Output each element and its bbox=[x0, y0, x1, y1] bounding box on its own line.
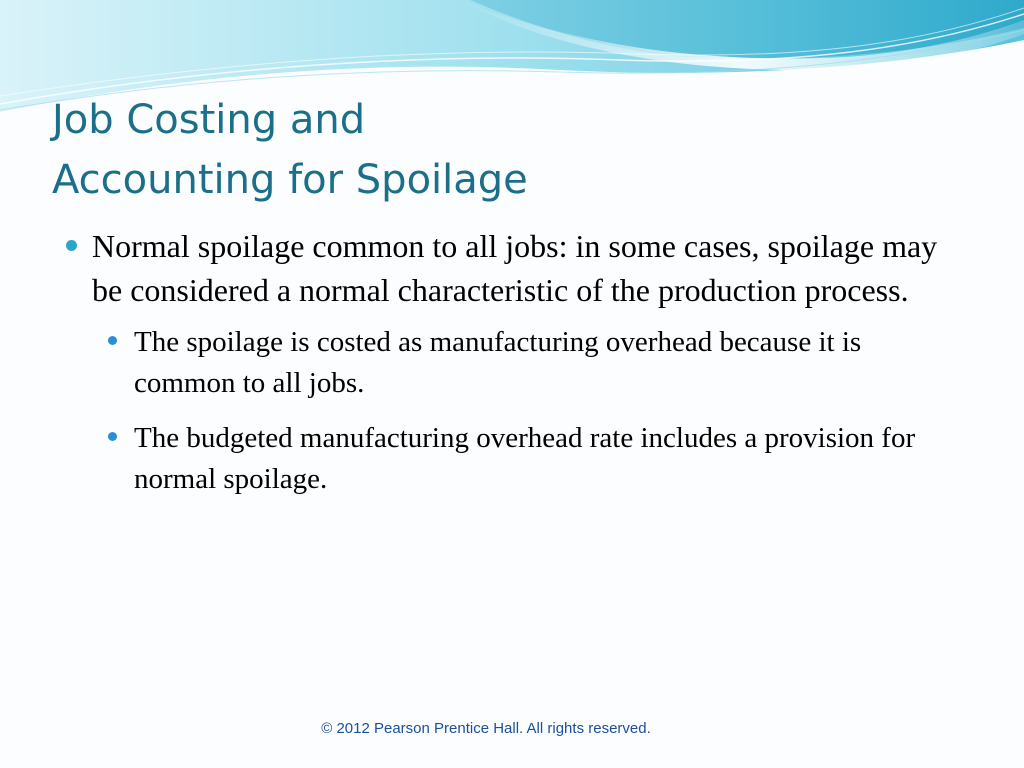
sub-bullet-dot-icon bbox=[108, 432, 117, 441]
sub-bullet-text: The spoilage is costed as manufacturing overhead because it is common to all jobs. bbox=[134, 326, 862, 399]
sub-bullet-text: The budgeted manufacturing overhead rate includes a provision for normal spoilage. bbox=[134, 422, 916, 495]
bullet-text: Normal spoilage common to all jobs: in some cases, spoilage may be considered a normal characteristic of the production process. bbox=[92, 228, 938, 308]
slide-title bbox=[52, 90, 952, 210]
sub-bullet-item bbox=[134, 418, 954, 500]
sub-bullet-item bbox=[134, 322, 954, 404]
bullet-dot-icon bbox=[66, 240, 77, 251]
slide-title-line-2: Accounting for Spoilage bbox=[52, 157, 528, 203]
slide-title-line-1: Job Costing and bbox=[52, 97, 366, 143]
sub-bullet-dot-icon bbox=[108, 336, 117, 345]
bullet-item bbox=[92, 224, 962, 312]
copyright-footer: © 2012 Pearson Prentice Hall. All rights reserved. bbox=[321, 720, 651, 737]
slide-body bbox=[0, 224, 1024, 500]
